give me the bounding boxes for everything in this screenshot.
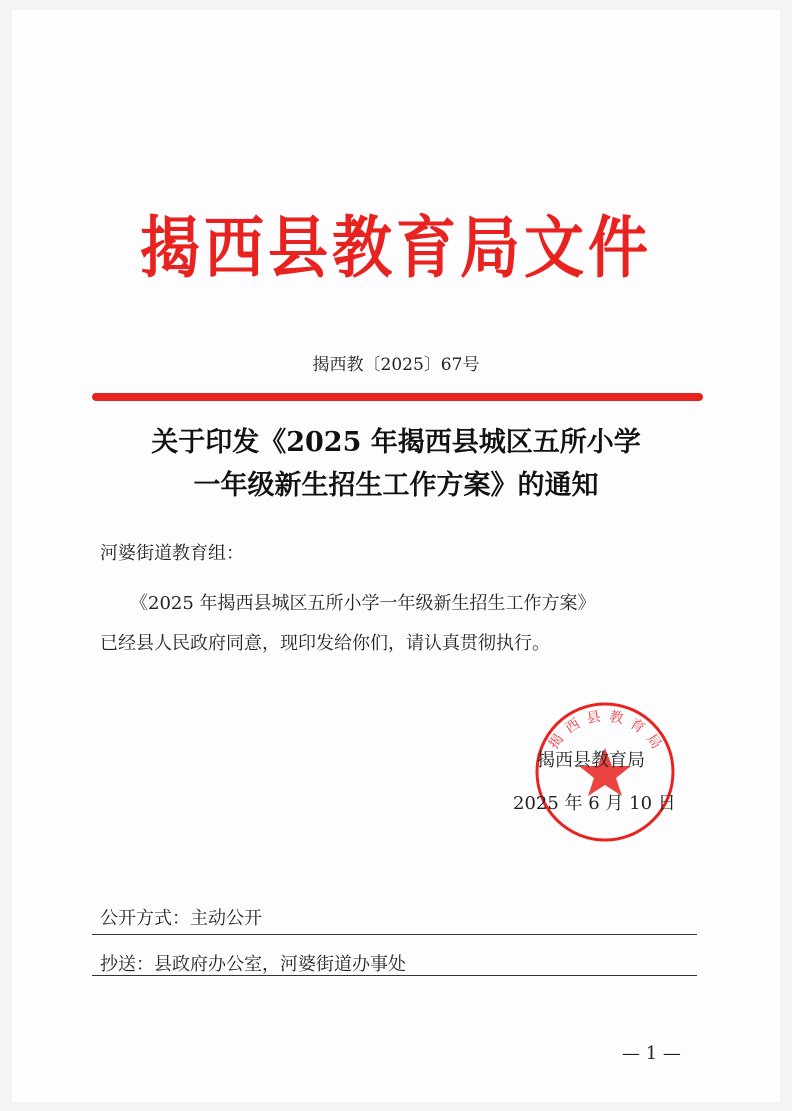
notice-title-line2: 一年级新生招生工作方案》的通知 bbox=[193, 470, 599, 501]
official-seal-stamp bbox=[533, 700, 677, 844]
recipient: 河婆街道教育组： bbox=[100, 543, 244, 564]
signature-date: 2025 年 6 月 10 日 bbox=[513, 793, 676, 814]
seal-character: 教 bbox=[607, 708, 625, 728]
seal-character: 西 bbox=[562, 715, 584, 737]
notice-title-line1: 关于印发《2025 年揭西县城区五所小学 bbox=[151, 427, 641, 458]
signature-org: 揭西县教育局 bbox=[537, 750, 645, 771]
document-number: 揭西教〔2025〕67号 bbox=[312, 355, 480, 375]
body-paragraph-line1: 《2025 年揭西县城区五所小学一年级新生招生工作方案》 bbox=[130, 593, 596, 614]
seal-character: 育 bbox=[626, 715, 648, 737]
cc-list: 抄送：县政府办公室，河婆街道办事处 bbox=[100, 954, 406, 975]
seal-character: 揭 bbox=[545, 731, 568, 753]
seal-character: 县 bbox=[585, 708, 603, 728]
footer-divider bbox=[92, 934, 697, 935]
seal-character: 局 bbox=[642, 731, 665, 753]
disclosure-method: 公开方式：主动公开 bbox=[100, 908, 262, 929]
document-header-title: 揭西县教育局文件 bbox=[140, 209, 652, 288]
footer-divider bbox=[92, 975, 697, 976]
body-paragraph-line2: 已经县人民政府同意，现印发给你们，请认真贯彻执行。 bbox=[100, 633, 550, 654]
page-number: — 1 — bbox=[622, 1043, 681, 1064]
header-red-divider bbox=[92, 393, 703, 401]
